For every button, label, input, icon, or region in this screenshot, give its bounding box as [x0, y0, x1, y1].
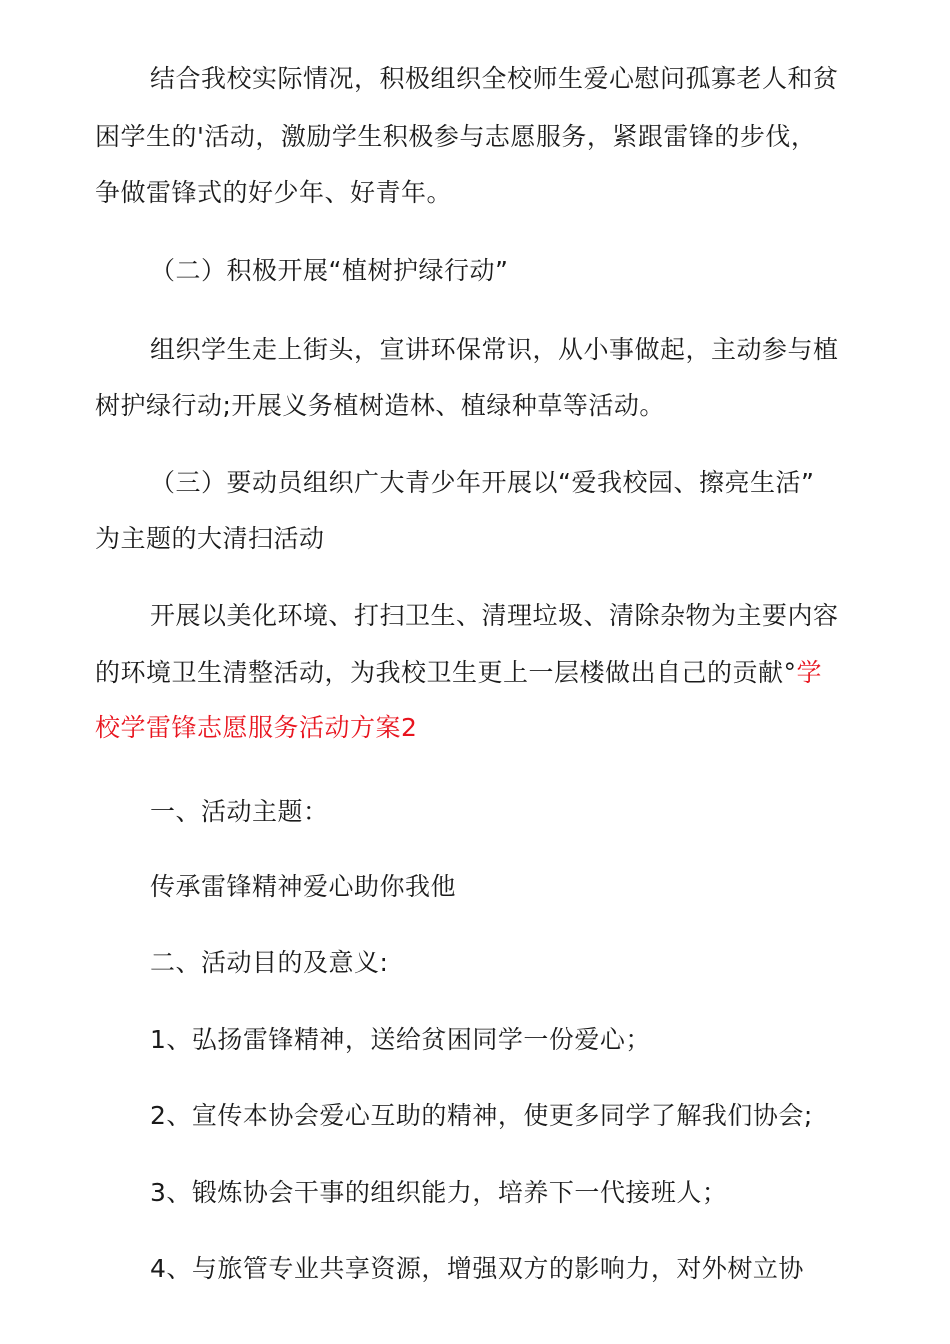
- list-item: 2、宣传本协会爱心互助的精神，使更多同学了解我们协会;: [150, 1101, 813, 1130]
- section-heading-2: （二）积极开展“植树护绿行动”: [150, 256, 509, 285]
- paragraph-1-line-3: 争做雷锋式的好少年、好青年。: [95, 178, 453, 207]
- paragraph-1-line-2: 困学生的'活动，激励学生积极参与志愿服务，紧跟雷锋的步伐，: [95, 122, 817, 151]
- section-1-heading: 一、活动主题：: [150, 797, 329, 826]
- section-heading-3-line-1: （三）要动员组织广大青少年开展以“爱我校园、擦亮生活”: [150, 468, 815, 497]
- section-2-heading: 二、活动目的及意义:: [150, 948, 389, 977]
- paragraph-1-line-1: 结合我校实际情况，积极组织全校师生爱心慰问孤寡老人和贫: [150, 64, 839, 93]
- list-item: 3、锻炼协会干事的组织能力，培养下一代接班人；: [150, 1178, 728, 1207]
- list-item: 1、弘扬雷锋精神，送给贫困同学一份爱心；: [150, 1025, 651, 1054]
- section-heading-3-line-2: 为主题的大清扫活动: [95, 524, 325, 553]
- paragraph-3-line-1: 开展以美化环境、打扫卫生、清理垃圾、清除杂物为主要内容: [150, 601, 839, 630]
- section-1-body: 传承雷锋精神爱心助你我他: [150, 872, 457, 901]
- document-title: 校学雷锋志愿服务活动方案2: [95, 713, 418, 742]
- paragraph-3-line-2: [95, 656, 822, 690]
- paragraph-3-line-2-text: 的环境卫生清整活动，为我校卫生更上一层楼做出自己的贡献°: [95, 658, 797, 687]
- list-item: 4、与旅管专业共享资源，增强双方的影响力，对外树立协: [150, 1254, 804, 1283]
- paragraph-2-line-2: 树护绿行动;开展义务植树造林、植绿种草等活动。: [95, 391, 665, 420]
- paragraph-2-line-1: 组织学生走上街头，宣讲环保常识，从小事做起，主动参与植: [150, 335, 839, 364]
- document-title-start: 学: [796, 658, 823, 687]
